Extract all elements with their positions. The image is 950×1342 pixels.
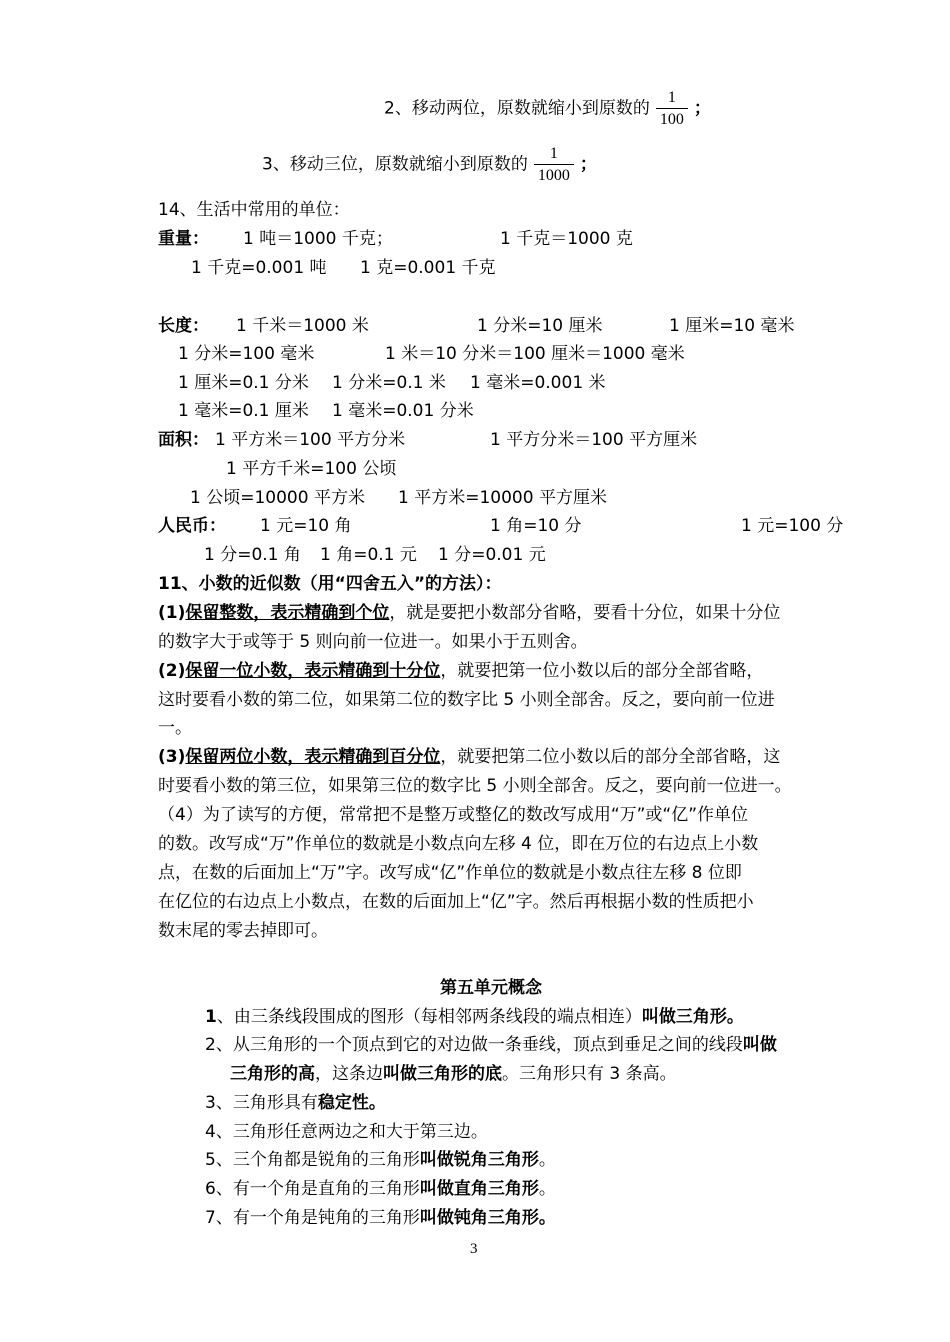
move-three-text: 3、移动三位，原数就缩小到原数的 bbox=[262, 154, 528, 175]
weight-3: 1 千克=0.001 吨 bbox=[191, 258, 327, 278]
approx-p4-line2: 的数。改写成“万”作单位的数就是小数点向左移 4 位，即在万位的右边点上小数 bbox=[158, 834, 759, 854]
approx-p3-line2: 时要看小数的第三位，如果第三位的数字比 5 小则全部舍。反之，要向前一位进一。 bbox=[158, 776, 792, 796]
unit5-item-4: 4、三角形任意两边之和大于第三边。 bbox=[205, 1122, 488, 1142]
weight-label: 重量： bbox=[158, 229, 209, 249]
length-label: 长度： bbox=[158, 316, 209, 336]
fraction-1-1000: $\frac{1}{1000}$ bbox=[534, 144, 574, 185]
approx-p3-line1: (3)保留两位小数，表示精确到百分位，就要把第二位小数以后的部分全部省略，这 bbox=[158, 747, 781, 767]
approx-p2-line1: (2)保留一位小数，表示精确到十分位，就要把第一位小数以后的部分全部省略， bbox=[158, 661, 764, 681]
length-9: 1 毫米=0.1 厘米 bbox=[178, 401, 309, 421]
move-three-line: 3、移动三位，原数就缩小到原数的 $\frac{1}{1000}$ ； bbox=[262, 145, 597, 185]
length-8: 1 毫米=0.001 米 bbox=[470, 373, 606, 393]
unit5-item-1: 1、由三条线段围成的图形（每相邻两条线段的端点相连）叫做三角形。 bbox=[205, 1007, 744, 1027]
approx-p4-line1: （4）为了读写的方便，常常把不是整万或整亿的数改写成用“万”或“亿”作单位 bbox=[158, 805, 749, 825]
rmb-1: 1 元=10 角 bbox=[260, 516, 352, 536]
rmb-label: 人民币： bbox=[158, 516, 226, 536]
rmb-6: 1 分=0.01 元 bbox=[438, 545, 546, 565]
unit5-item-2-line2: 三角形的高，这条边叫做三角形的底。三角形只有 3 条高。 bbox=[230, 1064, 677, 1084]
approx-p2-key: 保留一位小数，表示精确到十分位 bbox=[185, 661, 441, 681]
length-6: 1 厘米=0.1 分米 bbox=[178, 373, 309, 393]
unit5-item-5: 5、三个角都是锐角的三角形叫做锐角三角形。 bbox=[205, 1150, 556, 1170]
length-2: 1 分米=10 厘米 bbox=[477, 316, 603, 336]
approx-p2-line2: 这时要看小数的第二位，如果第二位的数字比 5 小则全部舍。反之，要向前一位进 bbox=[158, 690, 775, 710]
weight-1: 1 吨＝1000 千克； bbox=[243, 229, 393, 249]
approx-p1-line2: 的数字大于或等于 5 则向前一位进一。如果小于五则舍。 bbox=[158, 632, 588, 652]
move-two-text: 2、移动两位，原数就缩小到原数的 bbox=[384, 98, 650, 119]
unit5-item-3: 3、三角形具有稳定性。 bbox=[205, 1093, 386, 1113]
length-7: 1 分米=0.1 米 bbox=[332, 373, 446, 393]
area-2: 1 平方分米＝100 平方厘米 bbox=[490, 430, 698, 450]
area-3: 1 平方千米=100 公顷 bbox=[226, 459, 397, 479]
move-two-line: 2、移动两位，原数就缩小到原数的 $\frac{1}{100}$ ； bbox=[384, 89, 711, 129]
weight-4: 1 克=0.001 千克 bbox=[360, 258, 496, 278]
approx-p3-key: 保留两位小数，表示精确到百分位 bbox=[185, 747, 441, 767]
page-number: 3 bbox=[470, 1241, 478, 1257]
approx-p4-line5: 数末尾的零去掉即可。 bbox=[158, 921, 328, 941]
weight-2: 1 千克＝1000 克 bbox=[500, 229, 633, 249]
length-4: 1 分米=100 毫米 bbox=[178, 344, 315, 364]
rmb-2: 1 角=10 分 bbox=[490, 516, 582, 536]
approx-p4-line3: 点，在数的后面加上“万”字。改写成“亿”作单位的数就是小数点往左移 8 位即 bbox=[158, 863, 742, 883]
length-3: 1 厘米=10 毫米 bbox=[669, 316, 795, 336]
unit5-item-6: 6、有一个角是直角的三角形叫做直角三角形。 bbox=[205, 1179, 556, 1199]
rmb-3: 1 元=100 分 bbox=[741, 516, 844, 536]
area-5: 1 平方米=10000 平方厘米 bbox=[398, 488, 607, 508]
unit5-item-2: 2、从三角形的一个顶点到它的对边做一条垂线，顶点到垂足之间的线段叫做 bbox=[205, 1035, 777, 1055]
units-heading: 14、生活中常用的单位： bbox=[158, 200, 350, 220]
length-1: 1 千米＝1000 米 bbox=[236, 316, 369, 336]
rmb-4: 1 分=0.1 角 bbox=[204, 545, 301, 565]
approx-p4-line4: 在亿位的右边点上小数点，在数的后面加上“亿”字。然后再根据小数的性质把小 bbox=[158, 892, 754, 912]
approx-p2-line3: 一。 bbox=[158, 718, 192, 738]
length-5: 1 米＝10 分米＝100 厘米＝1000 毫米 bbox=[385, 344, 685, 364]
unit5-title: 第五单元概念 bbox=[440, 978, 542, 998]
approx-p1-key: 保留整数，表示精确到个位 bbox=[185, 603, 390, 623]
rmb-5: 1 角=0.1 元 bbox=[320, 545, 417, 565]
approx-heading: 11、小数的近似数（用“四舍五入”的方法）： bbox=[158, 574, 502, 594]
fraction-1-100: $\frac{1}{100}$ bbox=[656, 88, 688, 129]
approx-p1-line1: (1)保留整数，表示精确到个位，就是要把小数部分省略，要看十分位，如果十分位 bbox=[158, 603, 781, 623]
area-4: 1 公顷=10000 平方米 bbox=[190, 488, 365, 508]
unit5-item-7: 7、有一个角是钝角的三角形叫做钝角三角形。 bbox=[205, 1208, 556, 1228]
area-1: 1 平方米＝100 平方分米 bbox=[215, 430, 406, 450]
area-label: 面积： bbox=[158, 430, 209, 450]
length-10: 1 毫米=0.01 分米 bbox=[332, 401, 474, 421]
